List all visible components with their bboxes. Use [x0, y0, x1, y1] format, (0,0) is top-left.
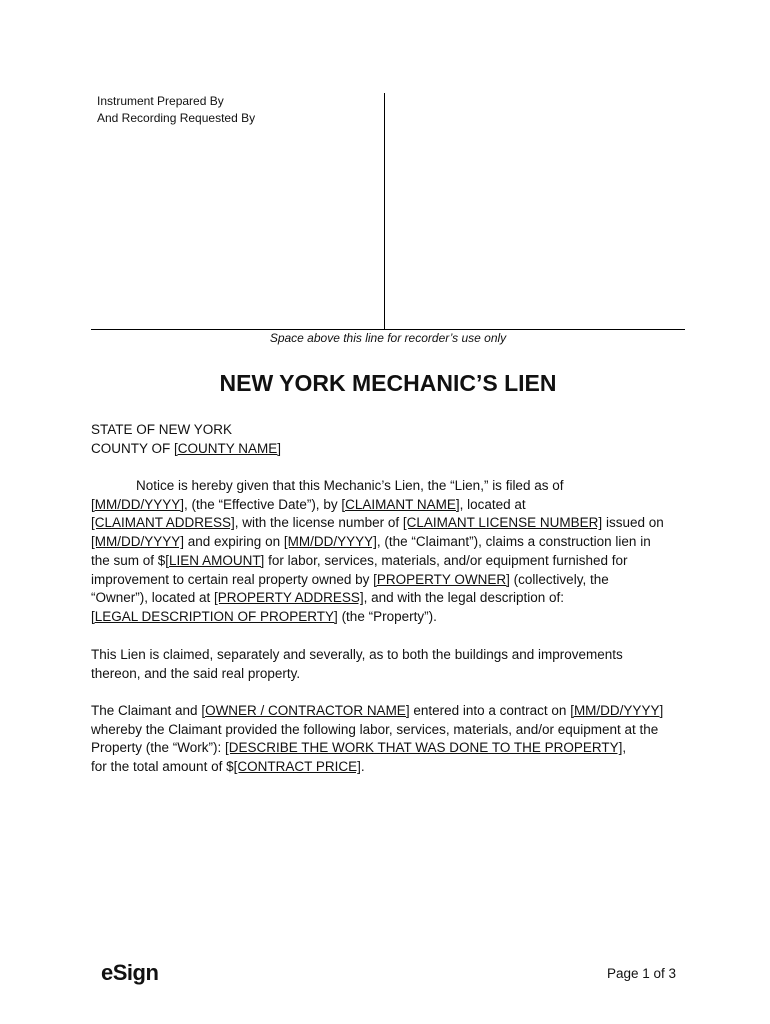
p1-text: for labor, services, materials, and/or equipment furnished for: [264, 552, 628, 568]
page-number: Page 1 of 3: [606, 966, 676, 981]
p1-text: , located at: [459, 496, 526, 512]
license-issue-date-field[interactable]: [MM/DD/YYYY]: [91, 534, 185, 550]
p1-text: , with the license number of: [234, 515, 403, 531]
p3-text: Property (the “Work”):: [91, 740, 226, 756]
p3-line-4: [91, 758, 691, 777]
claimant-license-field[interactable]: [CLAIMANT LICENSE NUMBER]: [402, 515, 603, 531]
county-prefix: COUNTY OF: [91, 440, 175, 456]
p1-line-6: [91, 571, 691, 590]
p1-line-8: [91, 608, 691, 627]
claim-paragraph: [91, 646, 691, 683]
p1-text: “Owner”), located at: [91, 590, 215, 606]
owner-contractor-name-field[interactable]: [OWNER / CONTRACTOR NAME]: [201, 703, 410, 718]
p1-text: , and with the legal description of:: [363, 590, 564, 606]
contract-date-field[interactable]: [MM/DD/YYYY]: [570, 703, 664, 718]
document-title: NEW YORK MECHANIC’S LIEN: [219, 370, 557, 396]
p1-text: (collectively, the: [509, 571, 609, 587]
state-line: STATE OF NEW YORK: [91, 422, 233, 437]
p3-text: entered into a contract on: [409, 703, 571, 718]
p1-line-4: [91, 533, 691, 552]
p3-text: The Claimant and: [91, 703, 202, 718]
p1-line-1: [91, 477, 691, 496]
p1-text: issued on: [602, 515, 664, 531]
p1-text: improvement to certain real property owned by: [91, 571, 374, 587]
contract-price-field[interactable]: [CONTRACT PRICE]: [233, 759, 361, 775]
p1-text: the sum of $: [91, 552, 166, 568]
recording-requested-by-label: And Recording Requested By: [97, 111, 256, 125]
esign-logo: eSign: [101, 960, 159, 985]
p2-line-2: thereon, and the said real property.: [91, 665, 301, 681]
p1-text: , (the “Claimant”), claims a construction lien in: [376, 534, 651, 550]
notice-paragraph: [91, 477, 691, 627]
p1-line-2: [91, 496, 691, 515]
p1-text: (the “Property”).: [337, 608, 437, 624]
county-name-field[interactable]: [COUNTY NAME]: [174, 440, 282, 456]
p1-line-5: [91, 552, 691, 571]
claimant-address-field[interactable]: [CLAIMANT ADDRESS]: [91, 515, 235, 531]
p1-text: , (the “Effective Date”), by: [184, 496, 342, 512]
p3-line-3: [91, 739, 691, 758]
prepared-by-block: [97, 93, 255, 127]
p1-line-3: [91, 514, 691, 533]
p3-text: .: [360, 759, 365, 775]
venue-block: [91, 421, 281, 458]
p3-line-2: whereby the Claimant provided the following labor, services, materials, and/or equipment at the: [91, 721, 659, 737]
contract-paragraph: [91, 702, 691, 777]
recorder-box-divider: [384, 93, 385, 329]
property-address-field[interactable]: [PROPERTY ADDRESS]: [214, 590, 364, 606]
p3-text: for the total amount of $: [91, 759, 234, 775]
recorder-note: Space above this line for recorder’s use only: [269, 331, 507, 345]
prepared-by-label: Instrument Prepared By: [97, 94, 224, 108]
effective-date-field[interactable]: [MM/DD/YYYY]: [91, 496, 185, 512]
license-expiry-date-field[interactable]: [MM/DD/YYYY]: [283, 534, 377, 550]
legal-description-field[interactable]: [LEGAL DESCRIPTION OF PROPERTY]: [91, 608, 338, 624]
p1-text: Notice is hereby given that this Mechanic’s Lien, the “Lien,” is filed as of: [136, 478, 564, 493]
p3-line-1: [91, 702, 691, 721]
p1-text: and expiring on: [184, 534, 284, 550]
property-owner-field[interactable]: [PROPERTY OWNER]: [373, 571, 510, 587]
p2-line-1: This Lien is claimed, separately and severally, as to both the buildings and improvements: [91, 647, 623, 662]
p1-line-7: [91, 589, 691, 608]
county-line: [91, 440, 281, 459]
p3-text: ,: [622, 740, 627, 756]
lien-amount-field[interactable]: [LIEN AMOUNT]: [165, 552, 265, 568]
claimant-name-field[interactable]: [CLAIMANT NAME]: [341, 496, 460, 512]
work-description-field[interactable]: [DESCRIBE THE WORK THAT WAS DONE TO THE PROPERTY]: [225, 740, 623, 756]
